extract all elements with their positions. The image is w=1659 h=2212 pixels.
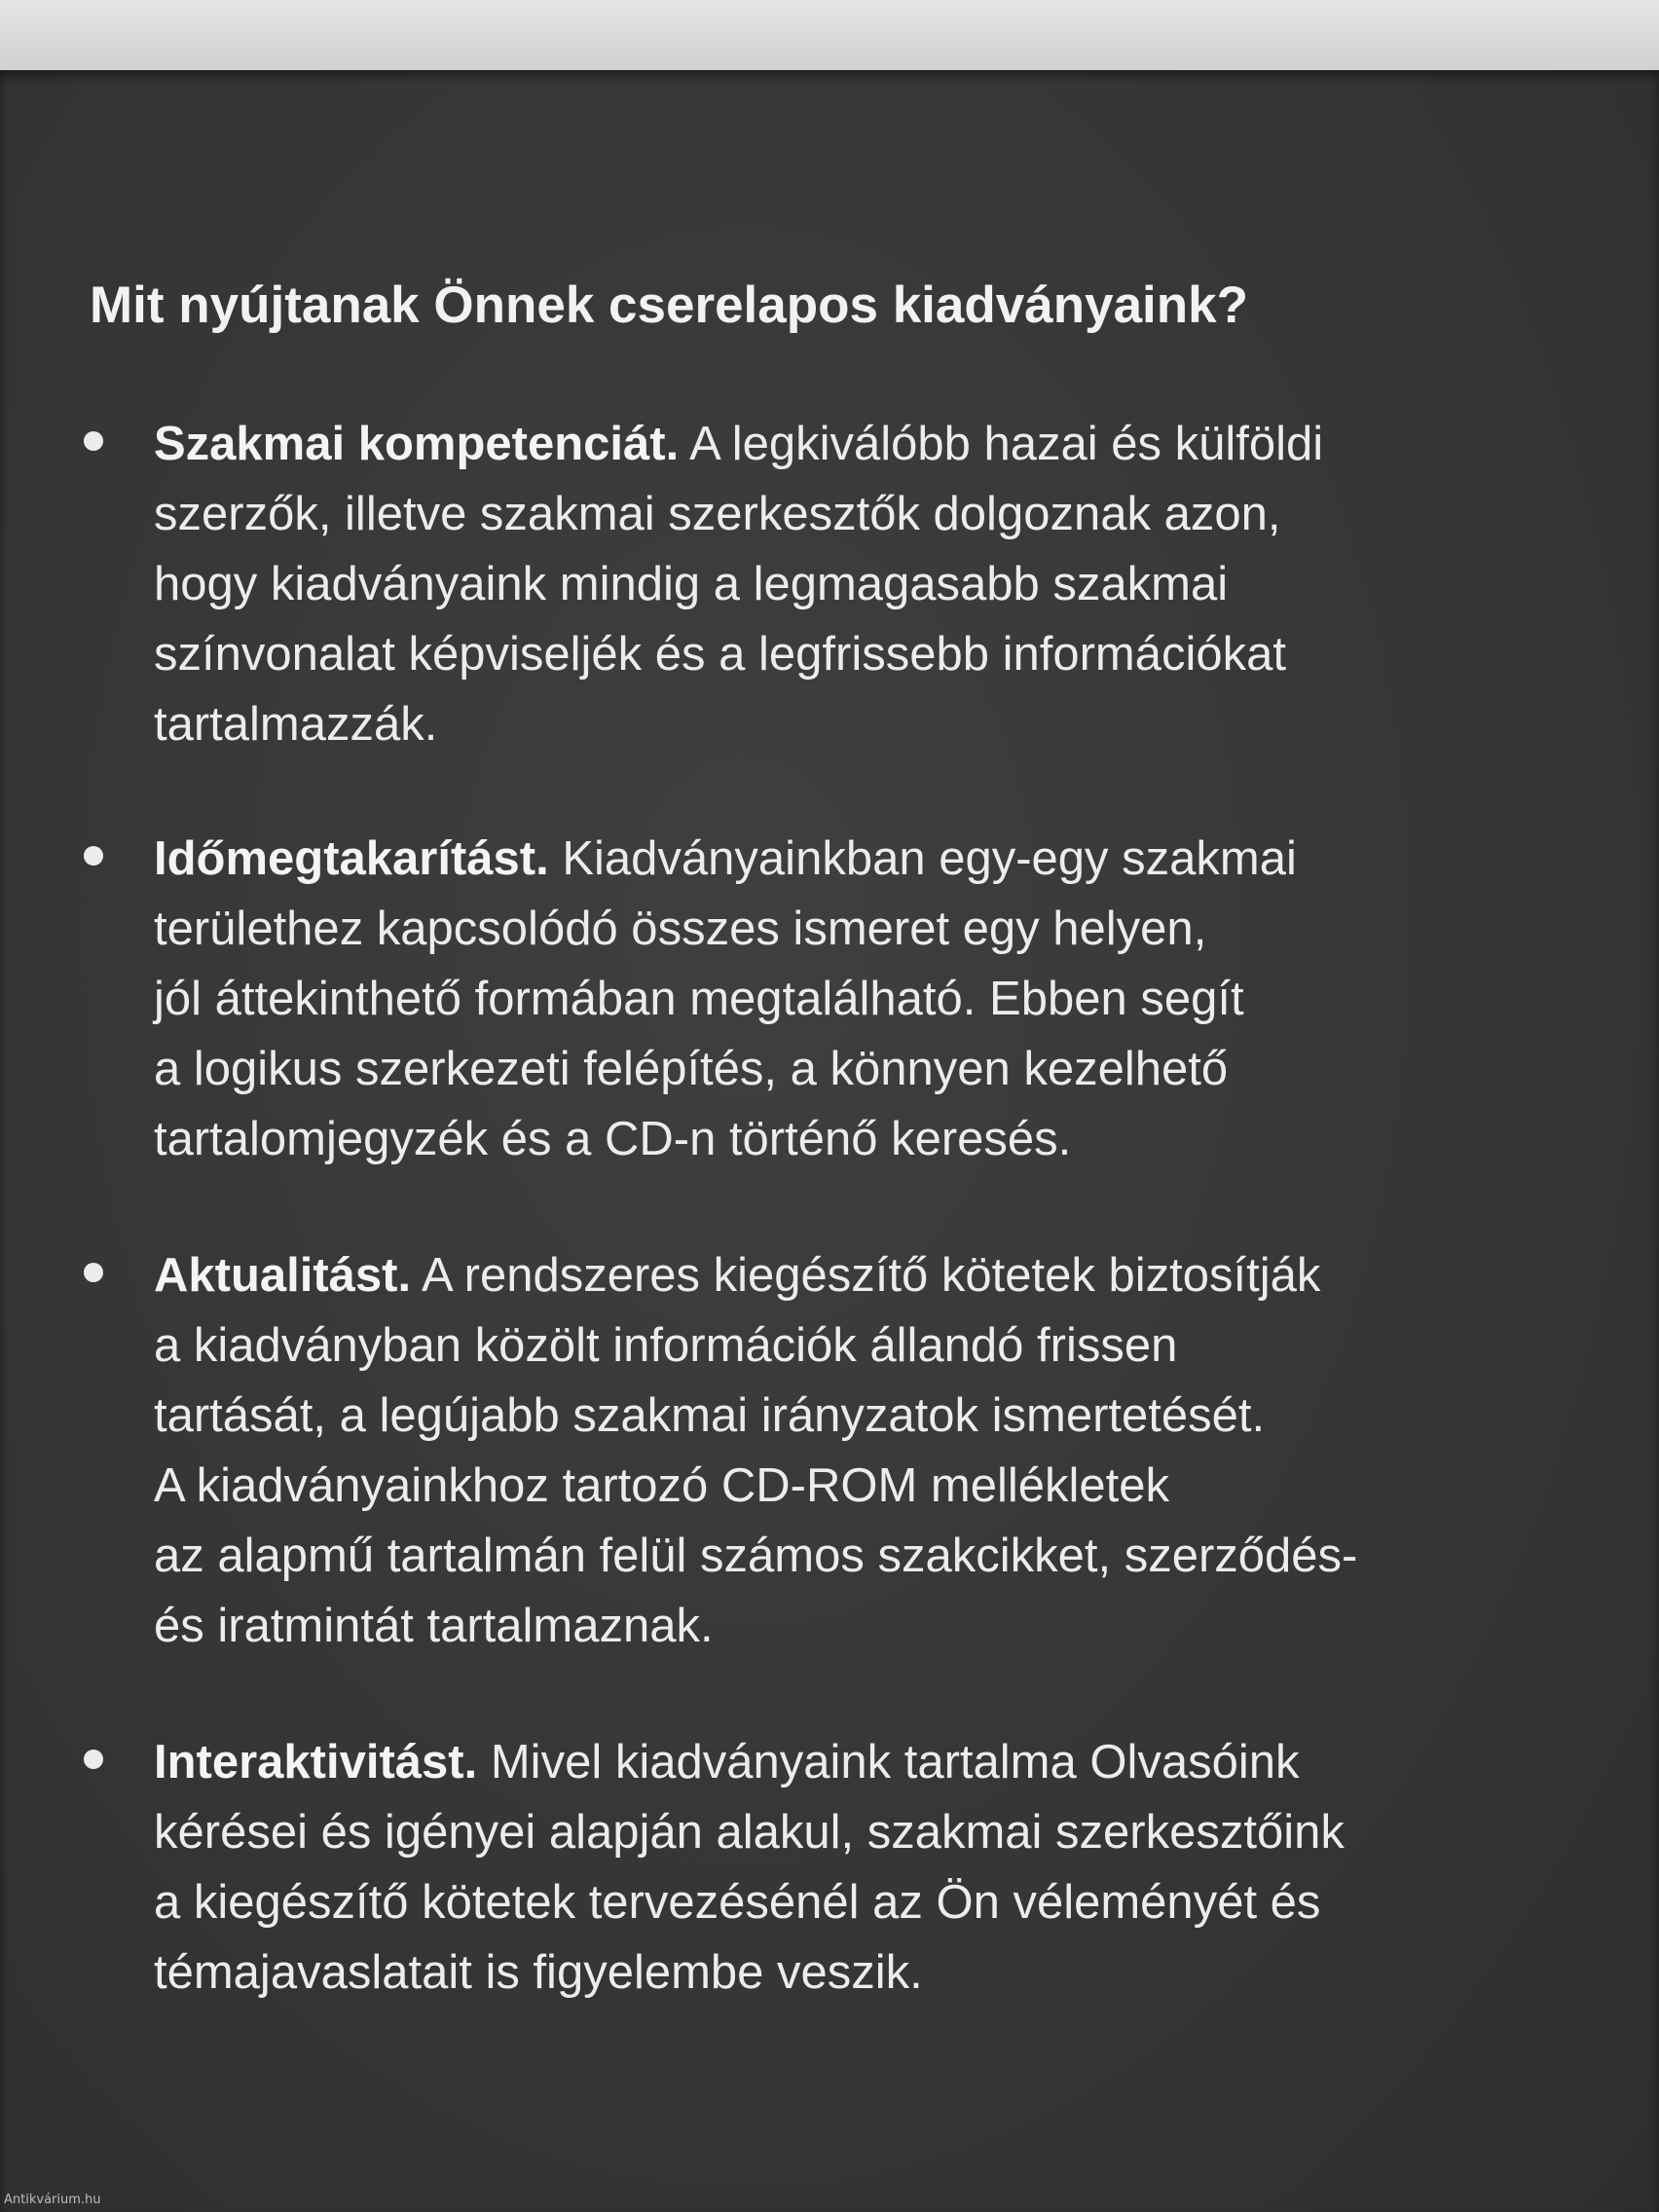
list-item-lead: Interaktivitást. bbox=[154, 1736, 478, 1788]
text-line: a kiegészítő kötetek tervezésénél az Ön véleményét és bbox=[154, 1876, 1321, 1929]
text-line: jól áttekinthető formában megtalálható. Ebben segít bbox=[154, 973, 1244, 1025]
text-line: tartását, a legújabb szakmai irányzatok ismertetését. bbox=[154, 1389, 1266, 1442]
bullet-dot-icon bbox=[84, 1263, 103, 1282]
list-item-lead: Időmegtakarítást. bbox=[154, 832, 549, 885]
top-paper-strip bbox=[0, 0, 1659, 76]
bullet-dot-icon bbox=[84, 846, 103, 866]
text-line: színvonalat képviseljék és a legfrissebb információkat bbox=[154, 628, 1286, 681]
text-line: témajavaslatait is figyelembe veszik. bbox=[154, 1946, 923, 1999]
text-line: kérései és igényei alapján alakul, szakmai szerkesztőink bbox=[154, 1806, 1345, 1859]
bullet-dot-icon bbox=[84, 431, 103, 451]
list-item-text bbox=[154, 1240, 1585, 1661]
page-heading: Mit nyújtanak Önnek cserelapos kiadványaink? bbox=[90, 276, 1248, 334]
watermark: Antikvárium.hu bbox=[4, 2193, 101, 2207]
text-line: A legkiválóbb hazai és külföldi bbox=[689, 418, 1324, 470]
text-line: a kiadványban közölt információk állandó frissen bbox=[154, 1319, 1178, 1372]
text-line: Kiadványainkban egy-egy szakmai bbox=[562, 832, 1297, 885]
text-line: tartalmazzák. bbox=[154, 698, 438, 751]
text-line: Mivel kiadványaink tartalma Olvasóink bbox=[490, 1736, 1300, 1788]
text-line: A kiadványainkhoz tartozó CD-ROM mellékletek bbox=[154, 1459, 1170, 1512]
text-line: területhez kapcsolódó összes ismeret egy helyen, bbox=[154, 903, 1207, 955]
list-item-text bbox=[154, 1727, 1585, 2008]
list-item-text bbox=[154, 824, 1585, 1174]
text-line: szerzők, illetve szakmai szerkesztők dolgoznak azon, bbox=[154, 488, 1281, 540]
list-item-lead: Szakmai kompetenciát. bbox=[154, 418, 680, 470]
text-line: az alapmű tartalmán felül számos szakcikket, szerződés- bbox=[154, 1530, 1358, 1582]
text-line: tartalomjegyzék és a CD-n történő keresés. bbox=[154, 1113, 1072, 1165]
text-line: a logikus szerkezeti felépítés, a könnyen kezelhető bbox=[154, 1043, 1229, 1095]
bullet-dot-icon bbox=[84, 1750, 103, 1769]
list-item-lead: Aktualitást. bbox=[154, 1249, 412, 1302]
text-line: hogy kiadványaink mindig a legmagasabb szakmai bbox=[154, 558, 1229, 610]
list-item-text bbox=[154, 409, 1585, 759]
text-line: A rendszeres kiegészítő kötetek biztosítják bbox=[422, 1249, 1321, 1302]
text-line: és iratmintát tartalmaznak. bbox=[154, 1600, 714, 1652]
